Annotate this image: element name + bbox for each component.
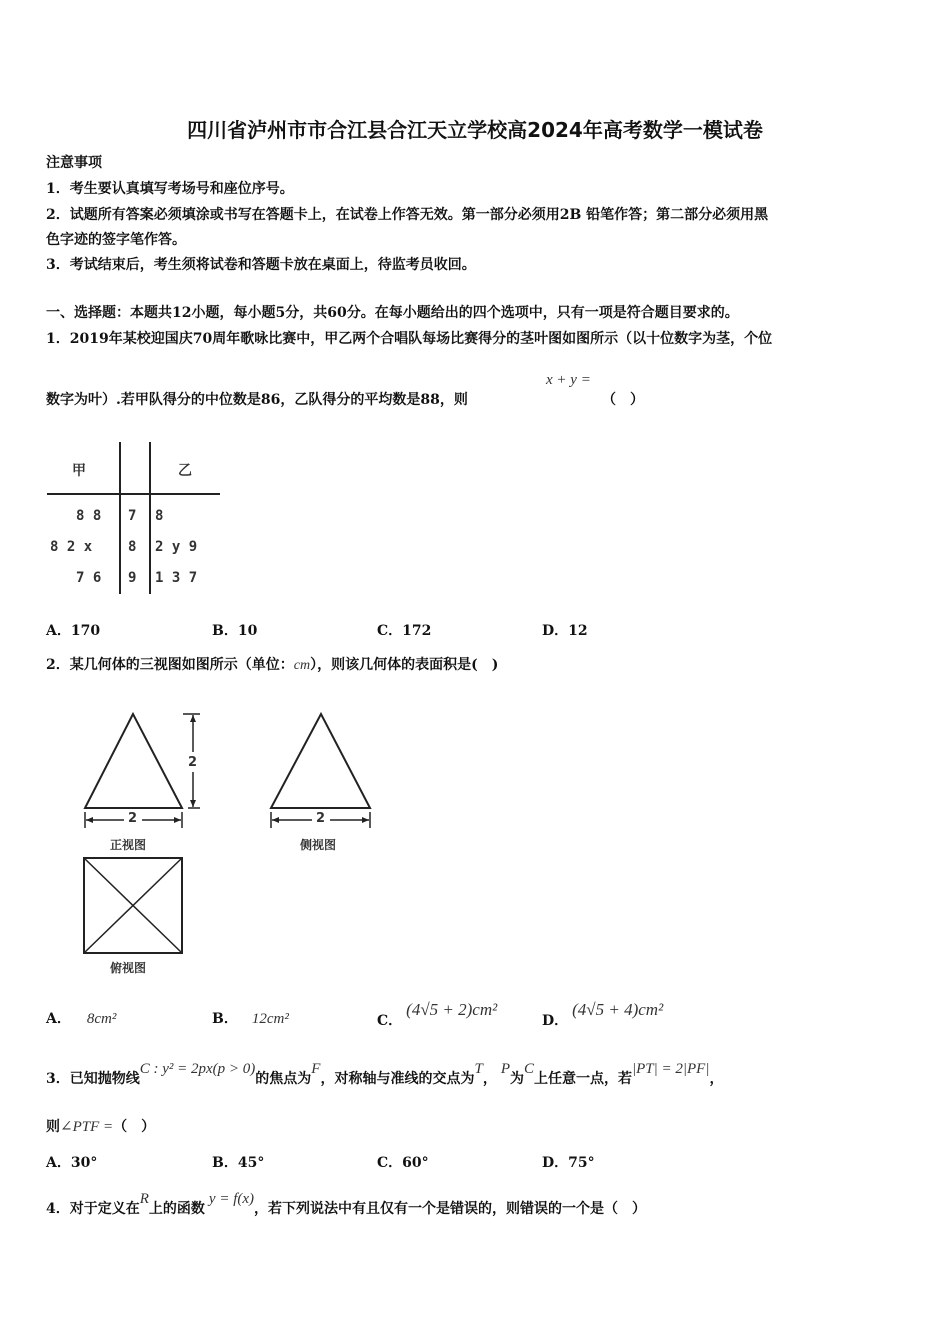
q2-option-d-value: (4√5 + 4)cm²: [572, 1000, 664, 1019]
page-title: 四川省泸州市市合江县合江天立学校高2024年高考数学一模试卷: [187, 118, 763, 142]
q3-option-a[interactable]: A．30°: [46, 1155, 98, 1171]
q1-option-b[interactable]: B．10: [212, 623, 258, 639]
q3-stem-line1: [46, 1058, 724, 1087]
q2-option-a-letter: A．: [46, 1011, 71, 1027]
q2-option-a-value: 8cm²: [86, 1011, 117, 1027]
side-view-label: 侧视图: [300, 838, 337, 852]
q3-stem-line2: [46, 1116, 155, 1136]
q4-f1: R: [139, 1191, 149, 1207]
height-dim-value: 2: [188, 755, 198, 770]
q1-stem-line2: 数字为叶）.若甲队得分的中位数是86，乙队得分的平均数是88，则: [46, 392, 468, 408]
q2-option-c-letter: C．: [377, 1013, 403, 1029]
q1-stem-line1: 1．2019年某校迎国庆70周年歌咏比赛中，甲乙两个合唱队每场比赛得分的茎叶图如图所示（以十位数字为茎，个位: [46, 331, 773, 347]
stemleaf-row3-right: 1 3 7: [155, 570, 198, 586]
q3-f5: C: [523, 1061, 534, 1077]
q3-f4: P: [500, 1061, 510, 1077]
top-view-diagonal-1: [84, 858, 182, 953]
q2-unit: cm: [293, 658, 311, 673]
front-view-label: 正视图: [110, 838, 147, 852]
q3-p3: ，对称轴与准线的交点为: [320, 1071, 475, 1087]
q1-option-d[interactable]: D．12: [542, 623, 588, 639]
front-view-triangle: [85, 714, 182, 808]
q2-option-b-value: 12cm²: [251, 1011, 289, 1027]
q1-option-a[interactable]: A．170: [46, 623, 101, 639]
notice-item-2-cont: 色字迹的签字笔作答。: [46, 232, 186, 248]
q3-line2a: 则: [46, 1119, 60, 1135]
q3-angle: ∠PTF =: [60, 1119, 114, 1135]
q1-formula: x + y =: [546, 372, 591, 388]
q4-p3: ，若下列说法中有且仅有一个是错误的，则错误的一个是（ ）: [254, 1201, 647, 1217]
stemleaf-row2-left: 8 2 x: [50, 539, 93, 555]
q3-paren: （ ）: [113, 1119, 156, 1135]
stemleaf-row1-left: 8 8: [76, 508, 102, 524]
stemleaf-row2-right: 2 y 9: [155, 539, 198, 555]
q3-p5: 为: [509, 1071, 524, 1087]
notice-item-3: 3．考试结束后，考生须将试卷和答题卡放在桌面上，待监考员收回。: [46, 257, 476, 273]
q4-f2: y = f(x): [208, 1191, 255, 1207]
stemleaf-header-right: 乙: [178, 463, 192, 479]
q3-f2: F: [311, 1061, 321, 1077]
q4-p1: 4．对于定义在: [46, 1201, 140, 1217]
q2-stem-end: ），则该几何体的表面积是( ): [310, 657, 499, 673]
q3-p2: 的焦点为: [255, 1071, 312, 1087]
q3-p4: ，: [482, 1071, 497, 1087]
side-view-triangle: [271, 714, 370, 808]
q2-option-d-letter: D．: [542, 1013, 569, 1029]
q2-option-c-value: (4√5 + 2)cm²: [406, 1000, 498, 1019]
section-heading: 一、选择题：本题共12小题，每小题5分，共60分。在每小题给出的四个选项中，只有一项是符合题目要求的。: [46, 305, 739, 321]
stemleaf-row3-left: 7 6: [76, 570, 102, 586]
q3-p1: 3．已知抛物线: [46, 1071, 140, 1087]
q3-f6: |PT| = 2|PF|: [632, 1061, 710, 1077]
front-dim-width: 2: [128, 811, 138, 826]
q3-f1: C : y² = 2px(p > 0): [139, 1061, 256, 1077]
q3-option-b[interactable]: B．45°: [212, 1155, 265, 1171]
notice-heading: 注意事项: [46, 155, 102, 171]
stemleaf-row1-right: 8: [155, 508, 164, 524]
stemleaf-row2-stem: 8: [128, 539, 137, 555]
notice-item-1: 1．考生要认真填写考场号和座位序号。: [46, 181, 294, 197]
q4-p2: 上的函数: [148, 1201, 205, 1217]
top-view-square: [84, 858, 182, 953]
top-view-diagonal-2: [84, 858, 182, 953]
stemleaf-row1-stem: 7: [128, 508, 137, 524]
side-dim-width: 2: [316, 811, 326, 826]
q1-option-c[interactable]: C．172: [377, 623, 432, 639]
q2-stem-start: 2．某几何体的三视图如图所示（单位：: [46, 657, 294, 673]
q3-option-d[interactable]: D．75°: [542, 1155, 595, 1171]
notice-item-2: 2．试题所有答案必须填涂或书写在答题卡上，在试卷上作答无效。第一部分必须用2B 铅笔作答；第二部分必须用黑: [46, 207, 769, 223]
q3-option-c[interactable]: C．60°: [377, 1155, 429, 1171]
q3-p7: ，: [709, 1071, 724, 1087]
q2-option-b-letter: B．: [212, 1011, 238, 1027]
q1-paren: （ ）: [602, 392, 644, 408]
q2-option-b[interactable]: [212, 1008, 289, 1028]
q2-option-d[interactable]: [542, 1000, 664, 1029]
stemleaf-row3-stem: 9: [128, 570, 137, 586]
top-view-label: 俯视图: [110, 961, 147, 975]
q2-stem: [46, 654, 498, 674]
q3-p6: 上任意一点，若: [534, 1071, 632, 1087]
q3-f3: T: [474, 1061, 483, 1077]
q4-stem: [46, 1188, 647, 1217]
q2-option-a[interactable]: [46, 1008, 116, 1028]
q2-option-c[interactable]: [377, 1000, 498, 1029]
stemleaf-header-left: 甲: [72, 463, 86, 479]
